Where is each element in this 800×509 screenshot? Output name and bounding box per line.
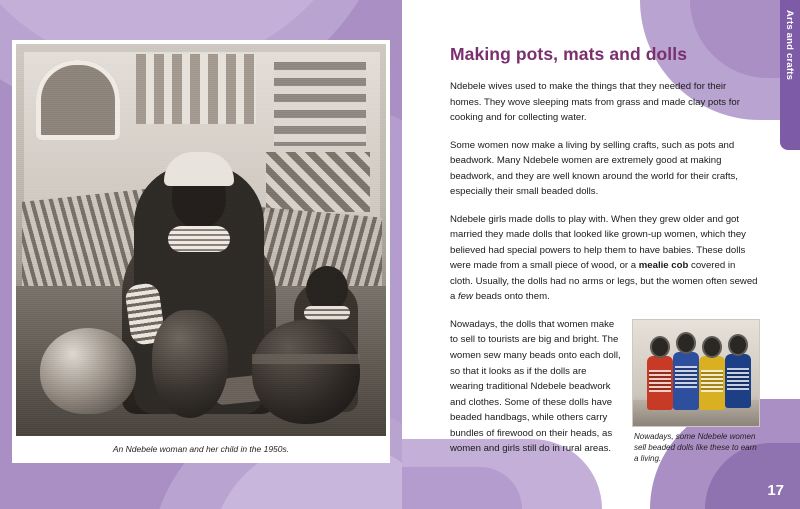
doll-beadwork — [701, 370, 723, 392]
beaded-doll-yellow — [699, 336, 725, 410]
paragraph3-part1: Ndebele girls made dolls to play with. When they grew older and got married they made dolls that looked like grown-up women, which they believed had special powers to help them to have babies. These dolls were made from a small piece of wood, or a — [450, 213, 746, 272]
article-content — [450, 44, 760, 463]
main-photo-caption: An Ndebele woman and her child in the 1950s. — [16, 436, 386, 463]
beaded-doll-red — [647, 336, 673, 410]
page-number: 17 — [767, 482, 784, 499]
beaded-doll-navy — [725, 334, 751, 408]
section-tab-label: Arts and crafts — [784, 10, 795, 81]
body-paragraph-1: Ndebele wives used to make the things that they needed for their homes. They wove sleeping mats from grass and made clay pots for cooking and for collecting water. — [450, 81, 740, 124]
doll-head — [676, 332, 696, 354]
doll-head — [650, 336, 670, 358]
doll-head — [728, 334, 748, 356]
photo-grain-overlay — [16, 44, 386, 436]
inset-photo-caption: Nowadays, some Ndebele women sell beaded dolls like these to earn a living. — [634, 431, 757, 463]
paragraph3-bold-term: mealie cob — [638, 260, 689, 272]
doll-beadwork — [727, 368, 749, 390]
doll-beadwork — [675, 366, 697, 388]
body-paragraph-3 — [450, 212, 760, 305]
beaded-dolls-photo — [632, 319, 760, 427]
body-paragraph-4: Nowadays, the dolls that women make to sell to tourists are big and bright. The women sew many beads onto each doll, so that it looks as if the dolls are wearing traditional Ndebele beadwork and clothes. Some of these dolls have beaded handbags, while others carry bundles of firewood on their heads, as women and girls still do in rural areas. — [450, 318, 621, 455]
paragraph3-part3: beads onto them. — [472, 291, 550, 303]
doll-head — [702, 336, 722, 358]
paragraph3-italic-word: few — [458, 291, 473, 303]
paragraph3-part2: covered in cloth. Usually, the dolls had no arms or legs, but the women often sewed a — [450, 260, 758, 303]
beaded-doll-blue — [673, 332, 699, 412]
page-title: Making pots, mats and dolls — [450, 44, 688, 64]
inset-figure — [632, 319, 760, 464]
body-paragraph-2: Some women now make a living by selling crafts, such as pots and beadwork. Many Ndebele women are extremely good at making beadwork, and they are well known around the world for their crafts, especially their small beaded dolls. — [450, 139, 738, 198]
main-photo-figure — [12, 40, 390, 463]
doll-beadwork — [649, 370, 671, 392]
section-tab[interactable] — [780, 0, 800, 150]
text-with-inset-block — [450, 317, 760, 463]
ndebele-woman-and-child-photo — [16, 44, 386, 436]
